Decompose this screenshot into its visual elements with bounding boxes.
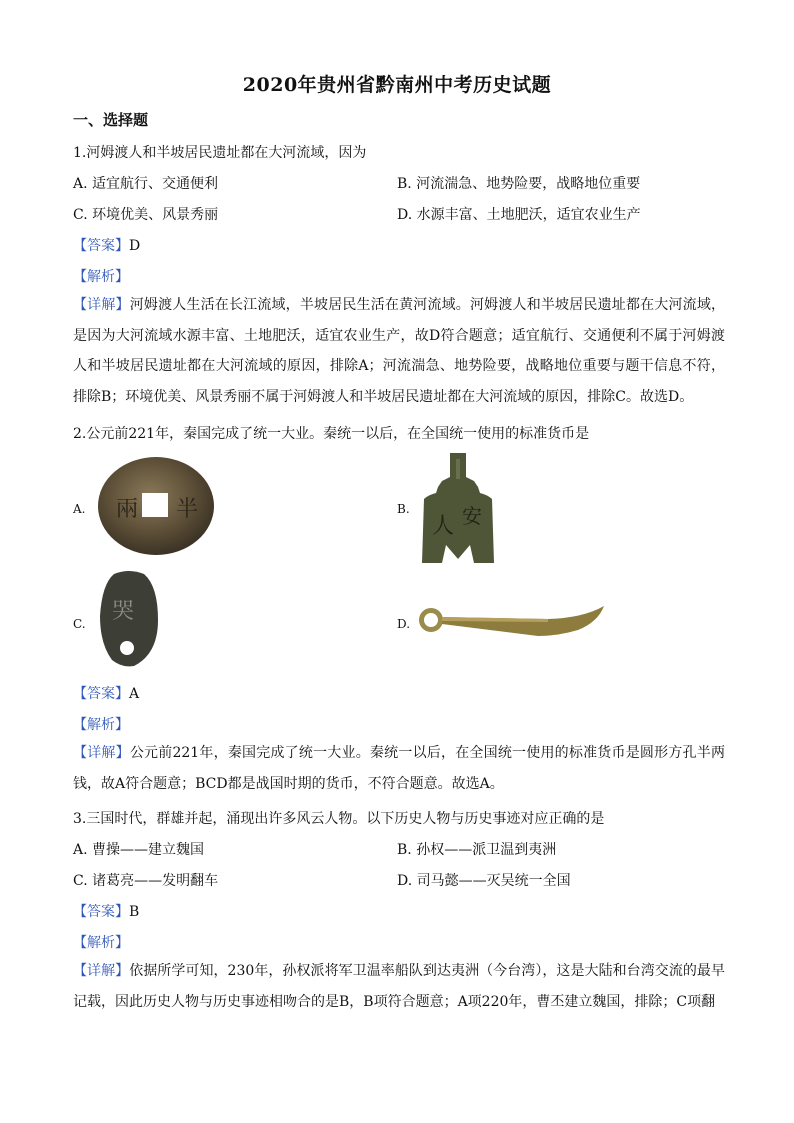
spade-coin-image xyxy=(418,453,498,565)
q2-answer xyxy=(73,683,723,703)
question-1-stem: 1.河姆渡人和半坡居民遗址都在大河流域，因为 xyxy=(73,145,367,161)
ant-nose-coin-image xyxy=(98,572,160,668)
answer-tag: 【答案】 xyxy=(73,686,129,702)
q2-label-c: C. xyxy=(73,617,86,631)
detail-text: 公元前221年，秦国完成了统一大业。秦统一以后，在全国统一使用的标准货币是圆形方孔半两钱，故A符合题意；BCD都是战国时期的货币，不符合题意。故选A。 xyxy=(73,745,725,792)
q3-option-d: D. 司马懿——灭吴统一全国 xyxy=(397,873,571,889)
knife-coin-image xyxy=(418,604,608,638)
q1-option-a: A. 适宜航行、交通便利 xyxy=(73,176,219,192)
q3-option-c: C. 诸葛亮——发明翻车 xyxy=(73,873,219,889)
analysis-tag: 【解析】 xyxy=(73,269,129,285)
banliang-coin-image xyxy=(96,456,216,556)
svg-text:安: 安 xyxy=(462,504,482,528)
answer-tag: 【答案】 xyxy=(73,238,129,254)
answer-value: B xyxy=(129,904,140,920)
q2-label-b: B. xyxy=(397,502,410,516)
question-2-stem: 2.公元前221年，秦国完成了统一大业。秦统一以后，在全国统一使用的标准货币是 xyxy=(73,426,590,442)
q2-analysis xyxy=(73,714,723,734)
detail-tag: 【详解】 xyxy=(73,297,130,313)
detail-text: 河姆渡人生活在长江流域，半坡居民生活在黄河流域。河姆渡人和半坡居民遗址都在大河流域，是因为大河流域水源丰富、土地肥沃，适宜农业生产，故D符合题意；适宜航行、交通便利不属于河姆渡人和半坡居民遗址都在大河流域的原因，排除A；河流湍急、地势险要，战略地位重要与题干信息不符，排除B；环境优美、风景秀丽不属于河姆渡人和半坡居民遗址都在大河流域的原因，排除C。故选D。 xyxy=(73,297,726,405)
q1-answer xyxy=(73,235,723,255)
q2-label-a: A. xyxy=(73,502,86,516)
answer-value: A xyxy=(129,686,140,702)
analysis-tag: 【解析】 xyxy=(73,717,129,733)
svg-text:兩: 兩 xyxy=(116,497,139,522)
q3-option-a: A. 曹操——建立魏国 xyxy=(73,842,205,858)
q2-detail xyxy=(73,738,725,799)
svg-text:人: 人 xyxy=(432,514,455,539)
svg-text:半: 半 xyxy=(176,497,199,522)
q3-option-b: B. 孙权——派卫温到夷洲 xyxy=(397,842,557,858)
answer-value: D xyxy=(129,238,141,254)
detail-tag: 【详解】 xyxy=(73,963,130,979)
q3-answer xyxy=(73,901,723,921)
answer-tag: 【答案】 xyxy=(73,904,129,920)
q3-analysis xyxy=(73,932,723,952)
detail-tag: 【详解】 xyxy=(73,745,130,761)
q1-option-d: D. 水源丰富、土地肥沃，适宜农业生产 xyxy=(397,207,641,223)
page-title: 2020年贵州省黔南州中考历史试题 xyxy=(242,74,552,96)
detail-text: 依据所学可知，230年，孙权派将军卫温率船队到达夷洲（今台湾），这是大陆和台湾交流的最早记载，因此历史人物与历史事迹相吻合的是B，B项符合题意；A项220年，曹丕建立魏国，排除；C项翻 xyxy=(73,963,725,1010)
q2-label-d: D. xyxy=(397,617,411,631)
svg-text:哭: 哭 xyxy=(112,599,135,624)
q3-detail xyxy=(73,956,725,1017)
section-heading: 一、选择题 xyxy=(73,111,149,129)
q1-detail xyxy=(73,290,725,412)
question-3-stem: 3.三国时代，群雄并起，涌现出许多风云人物。以下历史人物与历史事迹对应正确的是 xyxy=(73,811,605,827)
q1-analysis xyxy=(73,266,723,286)
q1-option-c: C. 环境优美、风景秀丽 xyxy=(73,207,219,223)
analysis-tag: 【解析】 xyxy=(73,935,129,951)
q1-option-b: B. 河流湍急、地势险要，战略地位重要 xyxy=(397,176,641,192)
